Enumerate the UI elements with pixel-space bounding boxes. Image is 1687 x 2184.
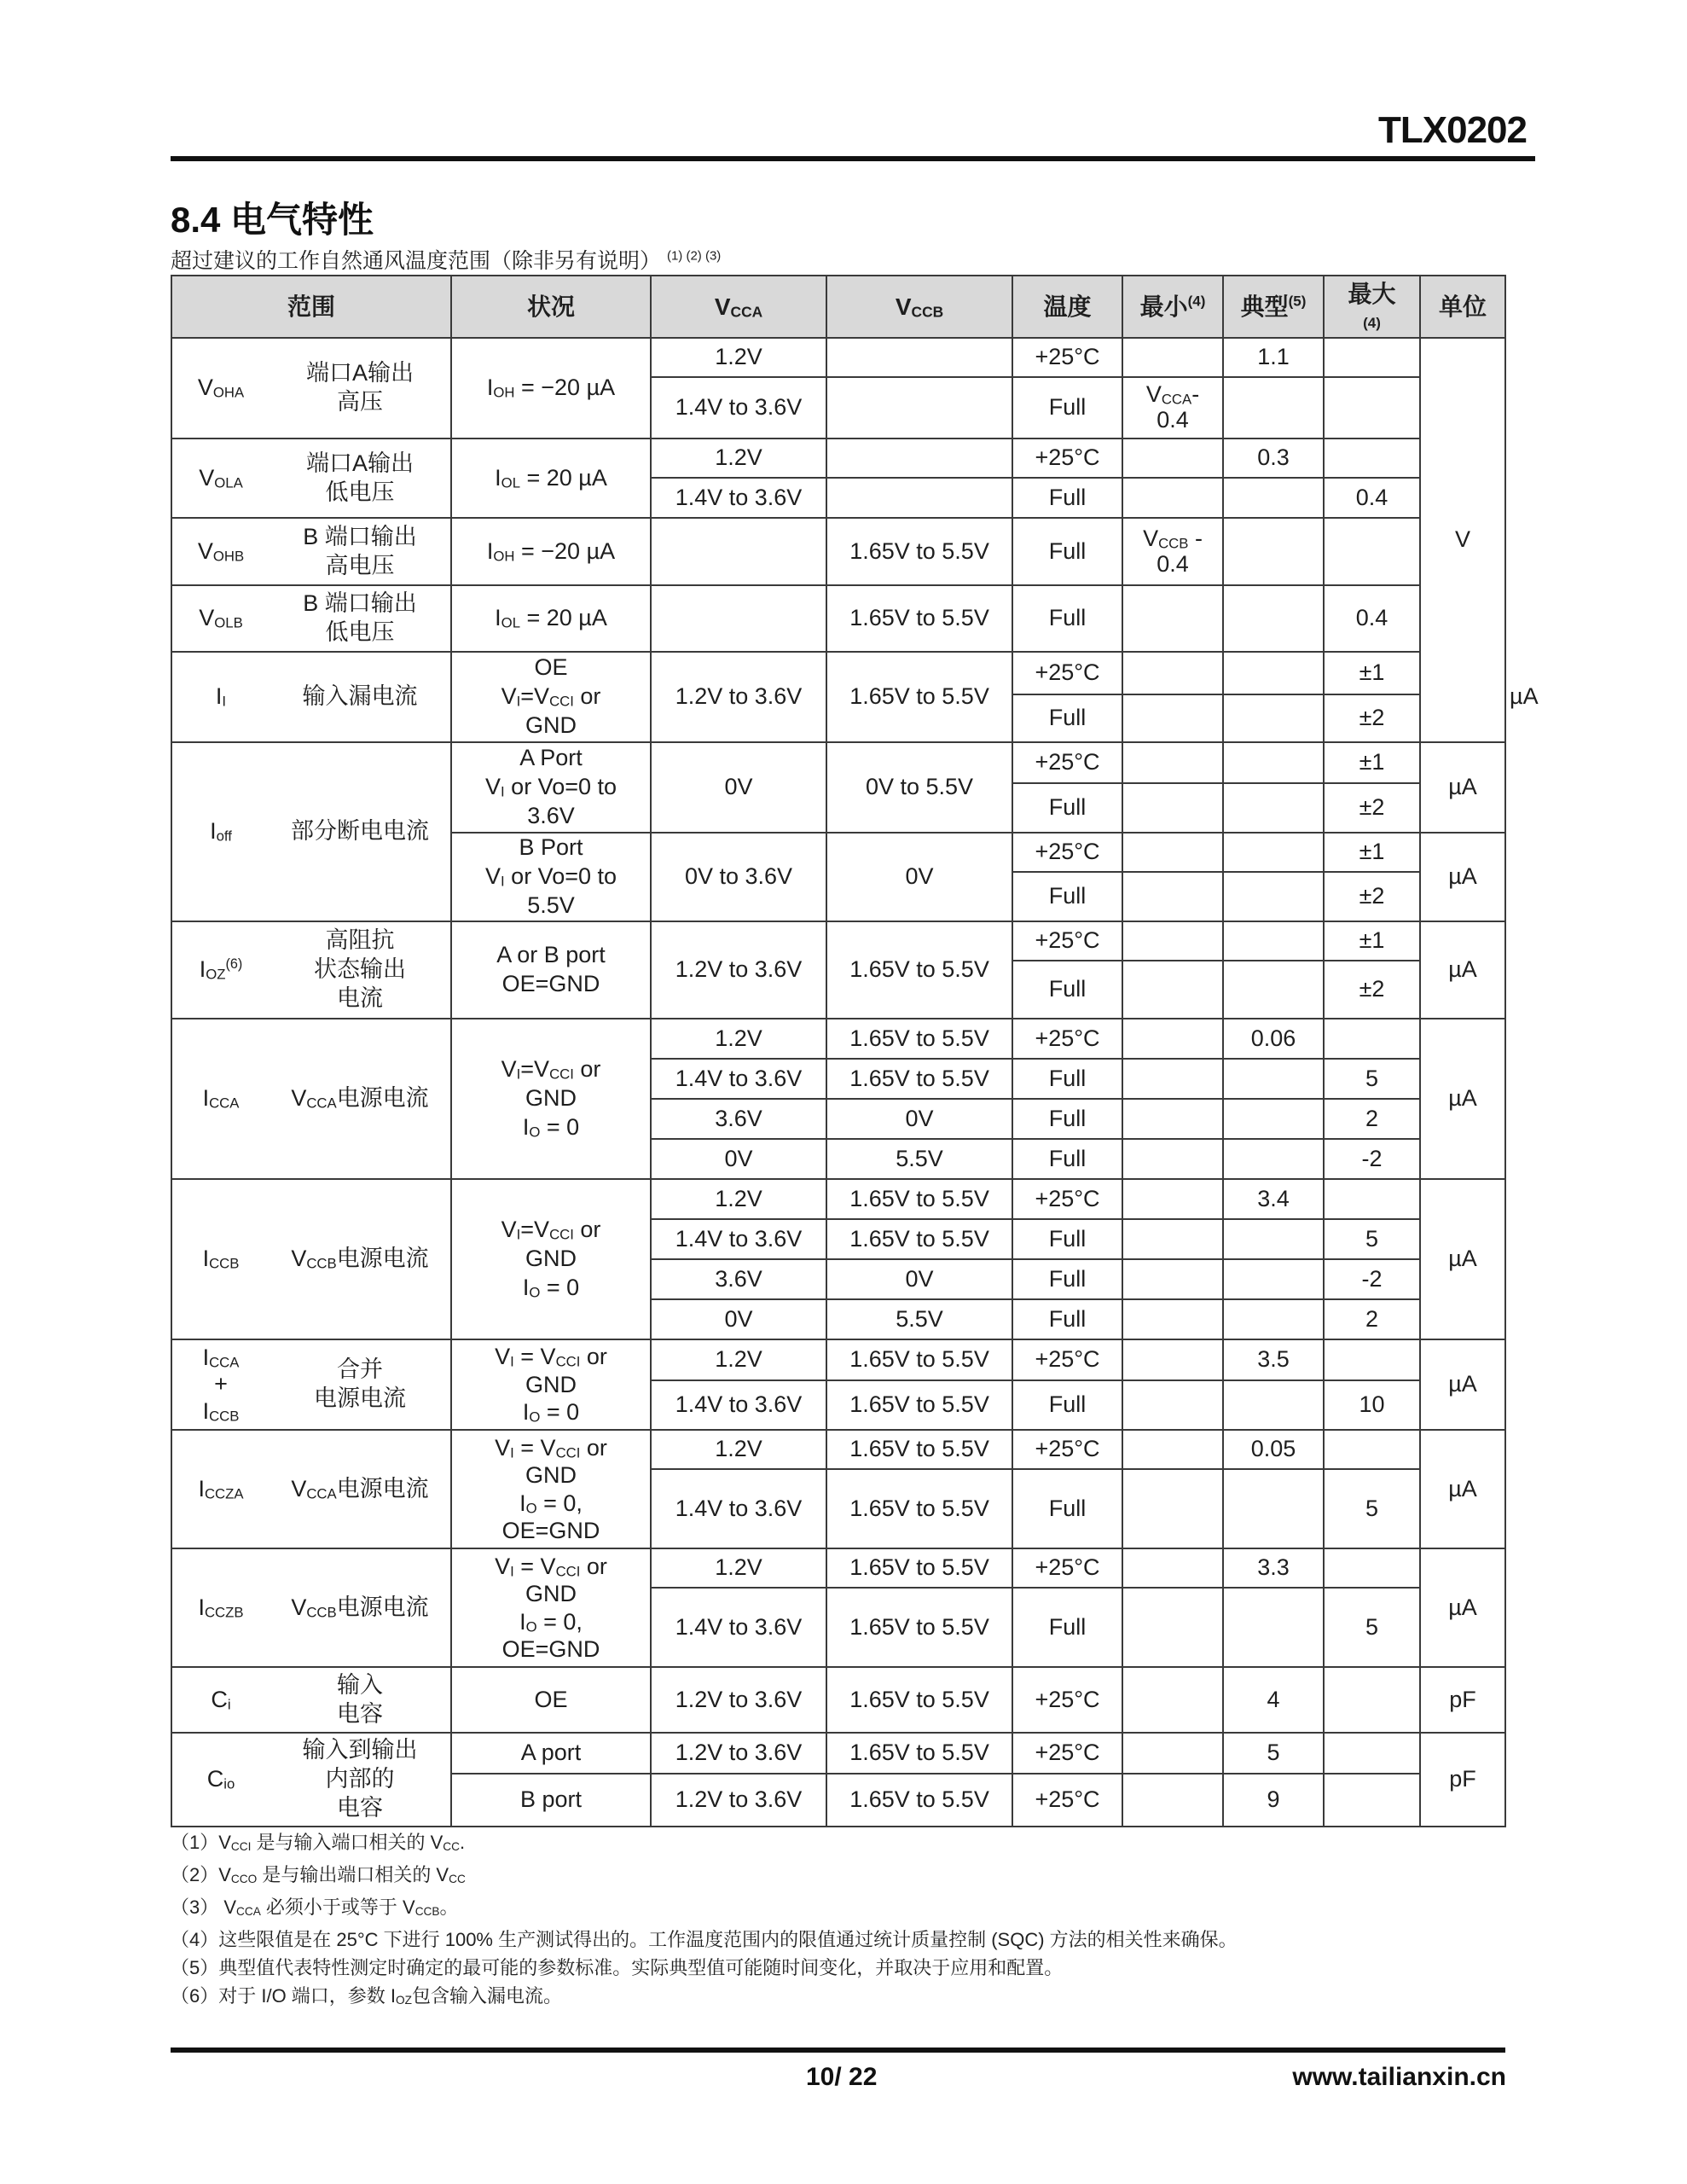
cell-max	[1324, 377, 1420, 439]
header-min: 最小$^{(4)}$	[1122, 276, 1223, 338]
cell-min	[1122, 439, 1223, 478]
cell-vcca: 1.2V to 3.6V	[651, 1774, 826, 1827]
cond-icca: $V_I=V_{CCI}$ or GND $I_O = 0$	[451, 1019, 651, 1179]
cell-min	[1122, 338, 1223, 377]
top-divider	[171, 156, 1535, 161]
cell-max: 10	[1324, 1380, 1420, 1430]
cell-typ: 0.06	[1223, 1019, 1324, 1059]
footnote-2: $(2)V_{CCO}$ 是与输出端口相关的 $V_{CC}$	[171, 1864, 466, 1886]
cell-vcca: 1.4V to 3.6V	[651, 1219, 826, 1259]
cell-typ	[1223, 1259, 1324, 1299]
cell-vccb: 1.65V to 5.5V	[826, 1179, 1012, 1219]
cell-vcca: 1.2V	[651, 439, 826, 478]
cell-vccb: 1.65V to 5.5V	[826, 1219, 1012, 1259]
desc-icc-sum: 合并 电源电流	[270, 1339, 451, 1430]
cell-min	[1122, 1774, 1223, 1827]
table-row	[171, 439, 1505, 478]
unit-v: V	[1420, 338, 1505, 742]
cell-temp: Full	[1012, 961, 1122, 1019]
cell-temp: Full	[1012, 478, 1122, 518]
desc-vohb: B 端口输出 高电压	[270, 518, 451, 585]
cell-max	[1324, 1733, 1420, 1774]
cell-typ	[1223, 1099, 1324, 1139]
cell-min	[1122, 872, 1223, 921]
cell-temp: Full	[1012, 872, 1122, 921]
cell-max	[1324, 1548, 1420, 1588]
cell-temp: +25°C	[1012, 1667, 1122, 1733]
cell-typ	[1223, 1059, 1324, 1099]
cell-temp: Full	[1012, 1099, 1122, 1139]
cell-vccb: 1.65V to 5.5V	[826, 1380, 1012, 1430]
symbol-icca: $I_{CCA}$	[171, 1019, 270, 1179]
footnote-1: $(1)V_{CCI}$ 是与输入端口相关的 $V_{CC}$.	[171, 1832, 466, 1854]
cond-ii: OE $V_I=V_{CCI}$ or GND	[451, 652, 651, 742]
cell-vccb	[826, 439, 1012, 478]
cell-min	[1122, 1259, 1223, 1299]
bottom-divider	[171, 2048, 1505, 2053]
cond-ci: OE	[451, 1667, 651, 1733]
cell-max: -2	[1324, 1259, 1420, 1299]
cell-typ	[1223, 478, 1324, 518]
cell-vcca: 1.2V to 3.6V	[651, 1733, 826, 1774]
header-typ: 典型$^{(5)}$	[1223, 276, 1324, 338]
unit-pf: pF	[1420, 1667, 1505, 1733]
cell-vccb	[826, 338, 1012, 377]
cond-iccza: $V_I = V_{CCI}$ or GND $I_O = 0$, OE=GND	[451, 1430, 651, 1548]
cell-min	[1122, 1548, 1223, 1588]
cell-min	[1122, 1139, 1223, 1179]
cell-vcca: 1.4V to 3.6V	[651, 1380, 826, 1430]
header-range: 范围	[171, 276, 451, 338]
page-number: 10/ 22	[806, 2063, 878, 2091]
cell-vccb: 1.65V to 5.5V	[826, 1774, 1012, 1827]
cell-vccb: 0V	[826, 1099, 1012, 1139]
cell-max: ±2	[1324, 961, 1420, 1019]
cell-min	[1122, 1099, 1223, 1139]
cell-min	[1122, 694, 1223, 742]
desc-icczb: $V_{CCB}$电源电流	[270, 1548, 451, 1667]
cond-vohb: $I_{OH} = -20$ µA	[451, 518, 651, 585]
cell-temp: +25°C	[1012, 652, 1122, 694]
desc-icca: $V_{CCA}$电源电流	[270, 1019, 451, 1179]
symbol-iccb: $I_{CCB}$	[171, 1179, 270, 1339]
cell-temp: Full	[1012, 1259, 1122, 1299]
cond-ioff-b: B Port $V_I$ or Vo=0 to 5.5V	[451, 833, 651, 921]
desc-iccza: $V_{CCA}$电源电流	[270, 1430, 451, 1548]
cell-max	[1324, 1019, 1420, 1059]
cell-typ: 3.4	[1223, 1179, 1324, 1219]
desc-ii: 输入漏电流	[270, 652, 451, 742]
table-row	[171, 921, 1505, 961]
cell-vccb: 1.65V to 5.5V	[826, 1019, 1012, 1059]
cell-vccb: 1.65V to 5.5V	[826, 1339, 1012, 1380]
cell-typ	[1223, 652, 1324, 694]
unit-ua: µA	[1420, 1548, 1505, 1667]
symbol-ci: $C_i$	[171, 1667, 270, 1733]
cell-min: $V_{CCA}-$ 0.4	[1122, 377, 1223, 439]
cell-max: 2	[1324, 1299, 1420, 1339]
cell-vccb: 1.65V to 5.5V	[826, 518, 1012, 585]
subtitle-notes: (1) (2) (3)	[666, 248, 722, 264]
cell-vcca: 1.2V	[651, 1019, 826, 1059]
cell-vcca: 1.4V to 3.6V	[651, 1469, 826, 1548]
table-row	[171, 518, 1505, 585]
table-row	[171, 1430, 1505, 1469]
cell-typ	[1223, 1139, 1324, 1179]
brand-title: TLX0202	[1378, 109, 1527, 151]
header-max: 最大 (4)	[1324, 276, 1420, 338]
footnotes	[171, 1828, 1238, 2014]
header-vcca: $V_{CCA}$	[651, 276, 826, 338]
cell-typ: 5	[1223, 1733, 1324, 1774]
table-row	[171, 1179, 1505, 1219]
cell-max	[1324, 338, 1420, 377]
cell-vcca: 0V	[651, 1299, 826, 1339]
subtitle-text: 超过建议的工作自然通风温度范围（除非另有说明）	[171, 249, 662, 273]
cond-volb: $I_{OL} = 20$ µA	[451, 585, 651, 652]
cell-max: 2	[1324, 1099, 1420, 1139]
symbol-ii: $I_I$	[171, 652, 270, 742]
cell-vcca: 1.2V to 3.6V	[651, 1667, 826, 1733]
cell-vcca: 1.2V	[651, 338, 826, 377]
table-row	[171, 1339, 1505, 1380]
cell-vccb: 0V	[826, 833, 1012, 921]
cell-vcca: 1.2V	[651, 1548, 826, 1588]
cell-typ	[1223, 742, 1324, 783]
cell-vccb: 0V	[826, 1259, 1012, 1299]
cell-max	[1324, 1179, 1420, 1219]
cond-icczb: $V_I = V_{CCI}$ or GND $I_O = 0$, OE=GND	[451, 1548, 651, 1667]
table-row	[171, 1548, 1505, 1588]
cell-vcca: 3.6V	[651, 1099, 826, 1139]
unit-ua: µA	[1420, 1179, 1505, 1339]
symbol-icc-sum: $I_{CCA}$ + $I_{CCB}$	[171, 1339, 270, 1430]
cell-max	[1324, 1430, 1420, 1469]
cell-temp: Full	[1012, 1059, 1122, 1099]
cell-vccb: 1.65V to 5.5V	[826, 652, 1012, 742]
desc-ioz: 高阻抗 状态输出 电流	[270, 921, 451, 1019]
cell-max: ±1	[1324, 833, 1420, 872]
cell-vccb: 1.65V to 5.5V	[826, 1667, 1012, 1733]
cell-max: 0.4	[1324, 585, 1420, 652]
cell-vcca: 1.4V to 3.6V	[651, 377, 826, 439]
cell-max: 5	[1324, 1059, 1420, 1099]
cond-voha: $I_{OH} = -20$ µA	[451, 338, 651, 439]
cell-temp: Full	[1012, 518, 1122, 585]
cell-vccb	[826, 377, 1012, 439]
cell-vccb: 1.65V to 5.5V	[826, 585, 1012, 652]
cell-temp: Full	[1012, 1588, 1122, 1667]
table-row	[171, 338, 1505, 377]
symbol-vohb: $V_{OHB}$	[171, 518, 270, 585]
cell-vcca: 0V	[651, 742, 826, 833]
cell-max: ±2	[1324, 694, 1420, 742]
cell-typ	[1223, 1219, 1324, 1259]
cell-vccb: 1.65V to 5.5V	[826, 921, 1012, 1019]
cell-vcca: 1.4V to 3.6V	[651, 1059, 826, 1099]
cell-vccb: 5.5V	[826, 1139, 1012, 1179]
cell-min	[1122, 1667, 1223, 1733]
unit-ua: µA	[1420, 1430, 1505, 1548]
cell-min	[1122, 1019, 1223, 1059]
cond-ioff-a: A Port $V_I$ or Vo=0 to 3.6V	[451, 742, 651, 833]
cell-temp: Full	[1012, 1380, 1122, 1430]
cell-typ: 9	[1223, 1774, 1324, 1827]
cell-vcca: 1.4V to 3.6V	[651, 478, 826, 518]
cell-temp: Full	[1012, 783, 1122, 833]
cell-max: 0.4	[1324, 478, 1420, 518]
symbol-ioz: $I_{OZ}^{(6)}$	[171, 921, 270, 1019]
cell-min	[1122, 1469, 1223, 1548]
cell-temp: +25°C	[1012, 1733, 1122, 1774]
cell-min	[1122, 1299, 1223, 1339]
symbol-volb: $V_{OLB}$	[171, 585, 270, 652]
symbol-iccza: $I_{CCZA}$	[171, 1430, 270, 1548]
symbol-icczb: $I_{CCZB}$	[171, 1548, 270, 1667]
cell-temp: Full	[1012, 1469, 1122, 1548]
cond-vola: $I_{OL} = 20$ µA	[451, 439, 651, 518]
desc-cio: 输入到输出 内部的 电容	[270, 1733, 451, 1827]
cell-temp: +25°C	[1012, 1548, 1122, 1588]
cell-temp: +25°C	[1012, 1430, 1122, 1469]
unit-pf: pF	[1420, 1733, 1505, 1827]
symbol-cio: $C_{io}$	[171, 1733, 270, 1827]
cell-typ	[1223, 377, 1324, 439]
cell-max	[1324, 1774, 1420, 1827]
table-row: $I_I$ 输入漏电流 OE $V_I=V_{CCI}$ or GND 1.2V to 3.6V 1.65V to 5.5V +25°C ±1 µA	[171, 652, 1505, 694]
table-row	[171, 1733, 1505, 1774]
cell-max: ±2	[1324, 783, 1420, 833]
cell-vcca: 1.2V to 3.6V	[651, 652, 826, 742]
cell-temp: +25°C	[1012, 1339, 1122, 1380]
cell-min	[1122, 1059, 1223, 1099]
cell-typ	[1223, 1588, 1324, 1667]
desc-vola: 端口A输出 低电压	[270, 439, 451, 518]
desc-volb: B 端口输出 低电压	[270, 585, 451, 652]
cell-vccb: 5.5V	[826, 1299, 1012, 1339]
cell-temp: Full	[1012, 585, 1122, 652]
cell-min	[1122, 783, 1223, 833]
cell-temp: Full	[1012, 1219, 1122, 1259]
desc-ioff: 部分断电电流	[270, 742, 451, 921]
table-row	[171, 1667, 1505, 1733]
cell-vcca	[651, 585, 826, 652]
header-vccb: $V_{CCB}$	[826, 276, 1012, 338]
cell-vccb: 1.65V to 5.5V	[826, 1588, 1012, 1667]
cell-min	[1122, 742, 1223, 783]
cell-typ	[1223, 1380, 1324, 1430]
cell-vcca: 1.4V to 3.6V	[651, 1588, 826, 1667]
cell-temp: +25°C	[1012, 921, 1122, 961]
cell-temp: Full	[1012, 377, 1122, 439]
table-row	[171, 585, 1505, 652]
cell-typ	[1223, 518, 1324, 585]
cell-typ: 3.3	[1223, 1548, 1324, 1588]
cell-temp: +25°C	[1012, 338, 1122, 377]
cell-max	[1324, 1667, 1420, 1733]
cell-vcca: 1.2V	[651, 1179, 826, 1219]
cell-temp: +25°C	[1012, 1179, 1122, 1219]
table-row	[171, 1019, 1505, 1059]
cell-vccb: 1.65V to 5.5V	[826, 1469, 1012, 1548]
subtitle	[171, 244, 721, 275]
cell-min	[1122, 961, 1223, 1019]
cell-temp: +25°C	[1012, 833, 1122, 872]
table-header-row	[171, 276, 1505, 338]
cell-temp: +25°C	[1012, 1019, 1122, 1059]
cell-max: 5	[1324, 1469, 1420, 1548]
website-link[interactable]: www.tailianxin.cn	[1292, 2063, 1506, 2091]
cell-typ	[1223, 872, 1324, 921]
cell-temp: Full	[1012, 1299, 1122, 1339]
cell-max: -2	[1324, 1139, 1420, 1179]
header-condition: 状况	[451, 276, 651, 338]
cell-max	[1324, 439, 1420, 478]
desc-ci: 输入 电容	[270, 1667, 451, 1733]
cond-cio-b: B port	[451, 1774, 651, 1827]
cell-max	[1324, 518, 1420, 585]
cell-vcca: 0V to 3.6V	[651, 833, 826, 921]
cell-vccb: 1.65V to 5.5V	[826, 1548, 1012, 1588]
cell-vcca: 0V	[651, 1139, 826, 1179]
table-row	[171, 742, 1505, 783]
cell-vccb	[826, 478, 1012, 518]
cell-max: ±1	[1324, 921, 1420, 961]
cell-min	[1122, 833, 1223, 872]
cond-cio-a: A port	[451, 1733, 651, 1774]
cell-typ: 3.5	[1223, 1339, 1324, 1380]
cell-max: ±1	[1324, 742, 1420, 783]
cell-typ	[1223, 1469, 1324, 1548]
unit-ua: µA	[1420, 833, 1505, 921]
cell-temp: +25°C	[1012, 1774, 1122, 1827]
cell-min	[1122, 652, 1223, 694]
cell-min	[1122, 478, 1223, 518]
desc-iccb: $V_{CCB}$电源电流	[270, 1179, 451, 1339]
cell-typ: 1.1	[1223, 338, 1324, 377]
cell-min	[1122, 1219, 1223, 1259]
header-temp: 温度	[1012, 276, 1122, 338]
cell-typ: 0.05	[1223, 1430, 1324, 1469]
cell-temp: +25°C	[1012, 742, 1122, 783]
cell-min	[1122, 1380, 1223, 1430]
cell-vccb: 1.65V to 5.5V	[826, 1430, 1012, 1469]
symbol-voha: $V_{OHA}$	[171, 338, 270, 439]
cell-typ: 0.3	[1223, 439, 1324, 478]
footnote-3: （3） $V_{CCA}$ 必须小于或等于 $V_{CCB}$。	[171, 1896, 459, 1919]
cell-max: 5	[1324, 1219, 1420, 1259]
cell-min	[1122, 585, 1223, 652]
unit-ua: µA	[1420, 921, 1505, 1019]
cell-vccb: 1.65V to 5.5V	[826, 1733, 1012, 1774]
cell-typ	[1223, 921, 1324, 961]
cell-min	[1122, 1733, 1223, 1774]
cell-typ	[1223, 1299, 1324, 1339]
symbol-ioff: $I_{off}$	[171, 742, 270, 921]
cond-icc-sum: $V_I = V_{CCI}$ or GND $I_O = 0$	[451, 1339, 651, 1430]
symbol-vola: $V_{OLA}$	[171, 439, 270, 518]
header-unit: 单位	[1420, 276, 1505, 338]
cell-max	[1324, 1339, 1420, 1380]
cell-vcca: 3.6V	[651, 1259, 826, 1299]
cond-iccb: $V_I=V_{CCI}$ or GND $I_O = 0$	[451, 1179, 651, 1339]
footnote-4: （4）这些限值是在 25°C 下进行 100% 生产测试得出的。工作温度范围内的限值通过统计质量控制 (SQC) 方法的相关性来确保。	[171, 1929, 1238, 1951]
cell-max: 5	[1324, 1588, 1420, 1667]
cond-ioz: A or B port OE=GND	[451, 921, 651, 1019]
cell-vcca: 1.2V to 3.6V	[651, 921, 826, 1019]
footnote-6: （6）对于 I/O 端口，参数 $I_{OZ}$包含输入漏电流。	[171, 1985, 562, 2007]
cell-vccb: 1.65V to 5.5V	[826, 1059, 1012, 1099]
cell-min	[1122, 1588, 1223, 1667]
cell-temp: Full	[1012, 694, 1122, 742]
cell-min	[1122, 1339, 1223, 1380]
cell-max: ±2	[1324, 872, 1420, 921]
cell-vccb: 0V to 5.5V	[826, 742, 1012, 833]
cell-min: $V_{CCB}$ - 0.4	[1122, 518, 1223, 585]
cell-temp: +25°C	[1012, 439, 1122, 478]
cell-max: ±1	[1324, 652, 1420, 694]
unit-ua: µA	[1420, 1339, 1505, 1430]
cell-vcca: 1.2V	[651, 1339, 826, 1380]
cell-min	[1122, 921, 1223, 961]
cell-typ	[1223, 833, 1324, 872]
cell-min	[1122, 1430, 1223, 1469]
cell-typ: 4	[1223, 1667, 1324, 1733]
footnote-5: （5）典型值代表特性测定时确定的最可能的参数标准。实际典型值可能随时间变化，并取决于应用和配置。	[171, 1957, 1064, 1979]
cell-typ	[1223, 585, 1324, 652]
desc-voha: 端口A输出 高压	[270, 338, 451, 439]
unit-ua: µA	[1420, 1019, 1505, 1179]
section-title: 8.4 电气特性	[171, 200, 374, 240]
cell-typ	[1223, 961, 1324, 1019]
electrical-characteristics-table	[171, 275, 1539, 1827]
cell-temp: Full	[1012, 1139, 1122, 1179]
cell-min	[1122, 1179, 1223, 1219]
unit-ua: µA	[1420, 742, 1505, 833]
cell-vcca	[651, 518, 826, 585]
cell-typ	[1223, 783, 1324, 833]
cell-typ	[1223, 694, 1324, 742]
cell-vcca: 1.2V	[651, 1430, 826, 1469]
